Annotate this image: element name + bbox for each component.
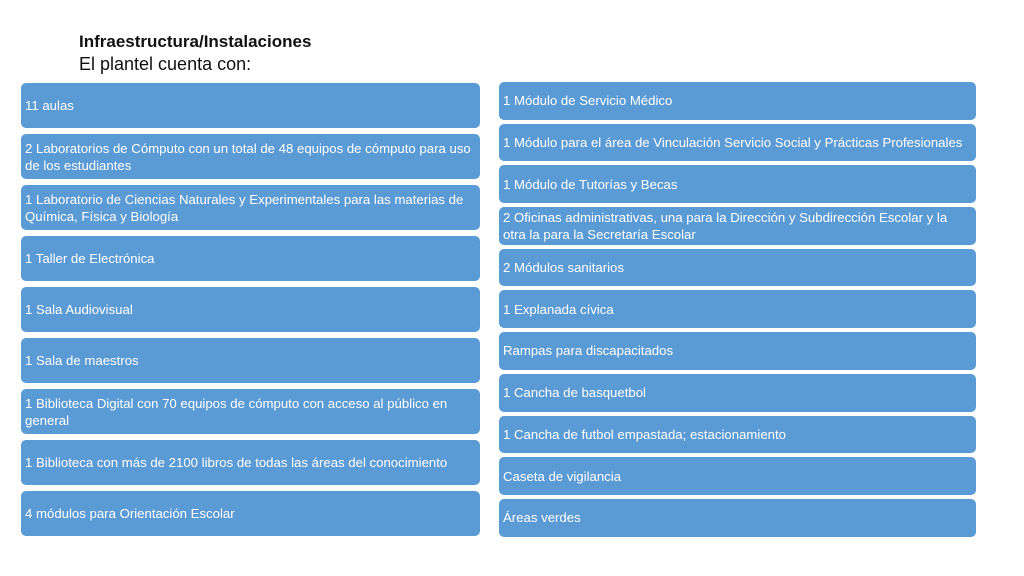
list-item-servicio-medico: 1 Módulo de Servicio Médico [499, 82, 976, 120]
left-list [21, 83, 480, 536]
list-item-rampas: Rampas para discapacitados [499, 332, 976, 370]
right-list [499, 82, 976, 537]
list-item-sala-audiovisual: 1 Sala Audiovisual [21, 287, 480, 332]
slide-subtitle: El plantel cuenta con: [79, 54, 252, 74]
list-item-modulos-sanitarios: 2 Módulos sanitarios [499, 249, 976, 287]
list-item-vinculacion: 1 Módulo para el área de Vinculación Servicio Social y Prácticas Profesionales [499, 124, 976, 162]
list-item-caseta-vigilancia: Caseta de vigilancia [499, 457, 976, 495]
list-item-biblioteca-digital: 1 Biblioteca Digital con 70 equipos de cómputo con acceso al público en general [21, 389, 480, 434]
list-item-taller-electronica: 1 Taller de Electrónica [21, 236, 480, 281]
list-item-tutorias-becas: 1 Módulo de Tutorías y Becas [499, 165, 976, 203]
slide-title-block [79, 31, 311, 75]
list-item-laboratorio-ciencias: 1 Laboratorio de Ciencias Naturales y Experimentales para las materias de Química, Física y Biología [21, 185, 480, 230]
list-item-sala-maestros: 1 Sala de maestros [21, 338, 480, 383]
list-item-orientacion-escolar: 4 módulos para Orientación Escolar [21, 491, 480, 536]
list-item-oficinas-administrativas: 2 Oficinas administrativas, una para la Dirección y Subdirección Escolar y la otra la para la Secretaría Escolar [499, 207, 976, 245]
list-item-biblioteca: 1 Biblioteca con más de 2100 libros de todas las áreas del conocimiento [21, 440, 480, 485]
list-item-laboratorios-computo: 2 Laboratorios de Cómputo con un total de 48 equipos de cómputo para uso de los estudiantes [21, 134, 480, 179]
list-item-areas-verdes: Áreas verdes [499, 499, 976, 537]
list-item-cancha-basquetbol: 1 Cancha de basquetbol [499, 374, 976, 412]
list-item-aulas: 11 aulas [21, 83, 480, 128]
list-item-cancha-futbol: 1 Cancha de futbol empastada; estacionamiento [499, 416, 976, 454]
list-item-explanada-civica: 1 Explanada cívica [499, 290, 976, 328]
slide-title: Infraestructura/Instalaciones [79, 32, 312, 51]
